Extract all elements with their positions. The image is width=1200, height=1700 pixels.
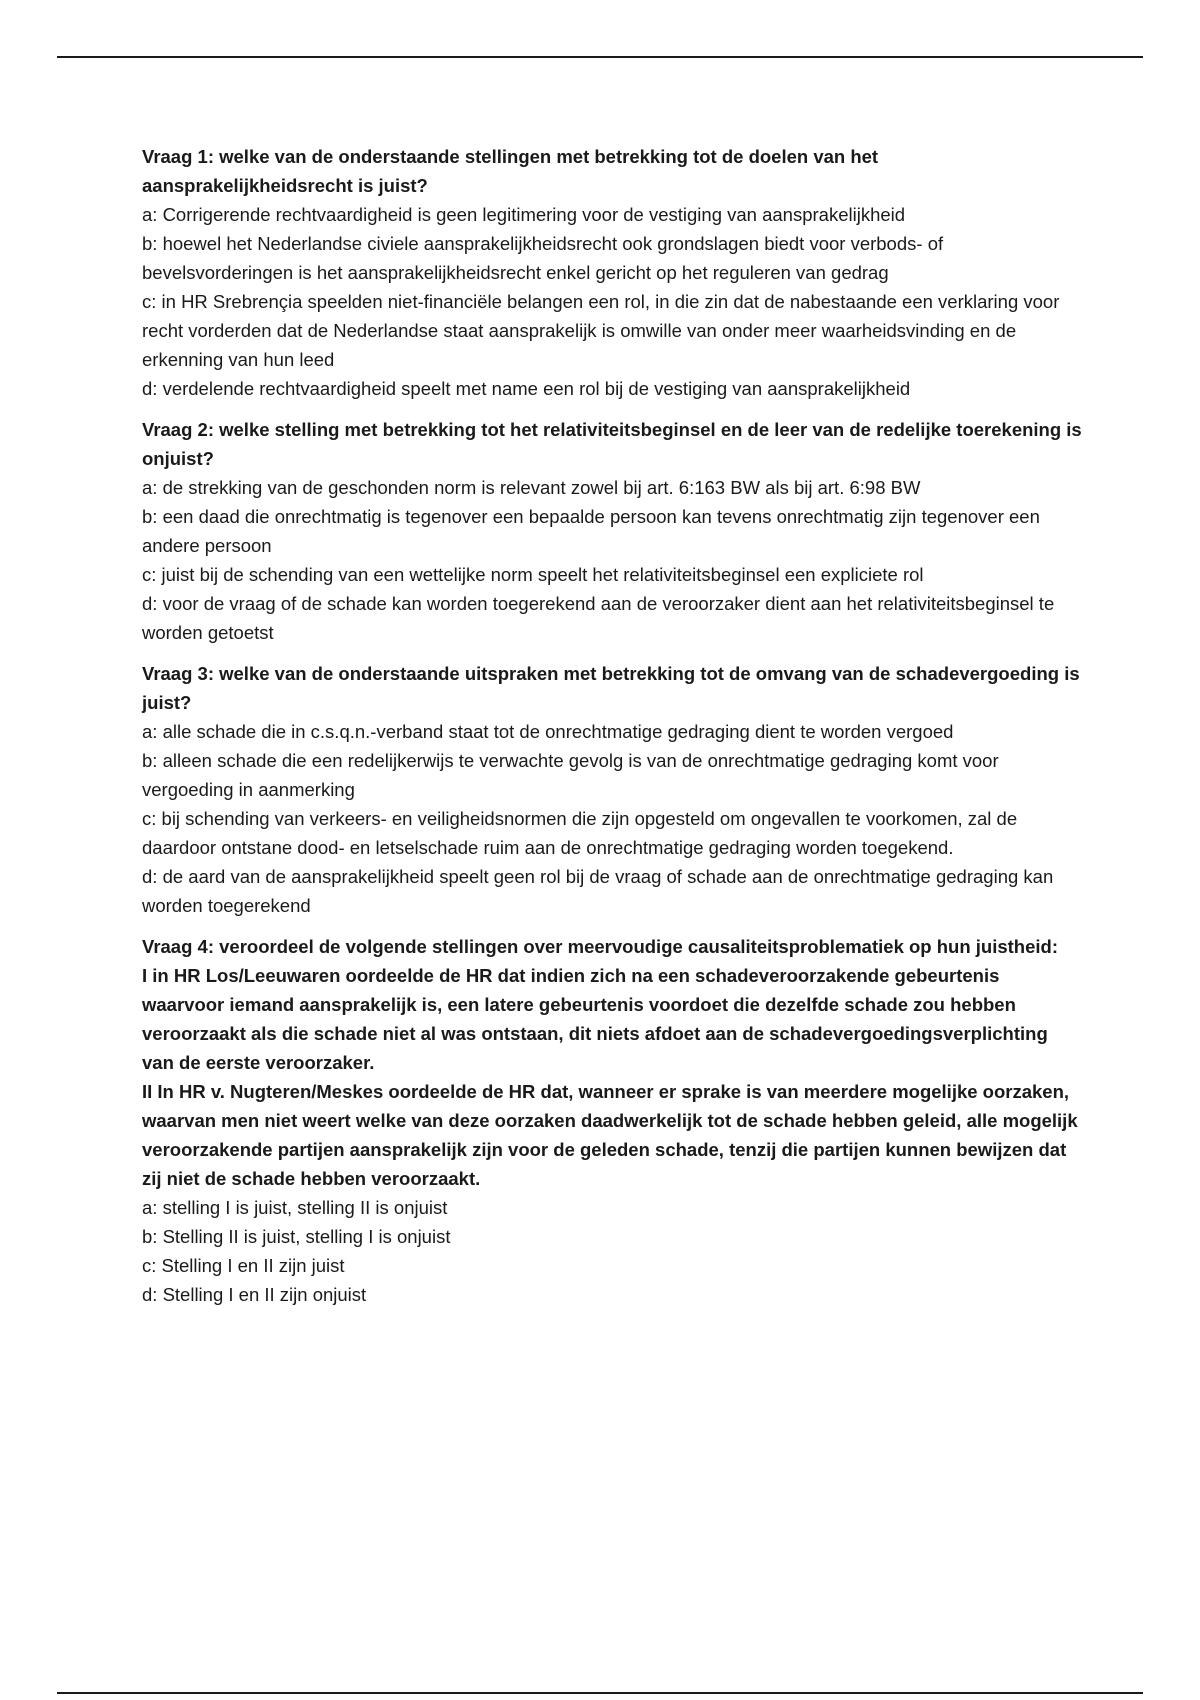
answer-option-c: c: bij schending van verkeers- en veiligheidsnormen die zijn opgesteld om ongevallen te voorkomen, zal de daardoor ontstane dood- en letselschade ruim aan de onrechtmatige gedraging worden toegekend. (142, 808, 1018, 858)
footer-rule (57, 1692, 1143, 1694)
answer-option-c: c: Stelling I en II zijn juist (142, 1255, 345, 1276)
answer-option-a: a: de strekking van de geschonden norm is relevant zowel bij art. 6:163 BW als bij art. 6:98 BW (142, 477, 921, 498)
question-title: Vraag 3: welke van de onderstaande uitspraken met betrekking tot de omvang van de schadevergoeding is juist? (142, 663, 1080, 713)
exam-content (142, 142, 1082, 1321)
answer-option-a: a: alle schade die in c.s.q.n.-verband staat tot de onrechtmatige gedraging dient te worden vergoed (142, 721, 954, 742)
answer-option-b: b: een daad die onrechtmatig is tegenover een bepaalde persoon kan tevens onrechtmatig zijn tegenover een andere persoon (142, 506, 1040, 556)
answer-option-d: d: de aard van de aansprakelijkheid speelt geen rol bij de vraag of schade aan de onrechtmatige gedraging kan worden toegerekend (142, 866, 1054, 916)
question-title: Vraag 1: welke van de onderstaande stellingen met betrekking tot de doelen van het aansprakelijkheidsrecht is juist? (142, 146, 879, 196)
question-1 (142, 142, 1082, 403)
answer-option-d: d: Stelling I en II zijn onjuist (142, 1284, 367, 1305)
statement-i: I in HR Los/Leeuwaren oordeelde de HR dat indien zich na een schadeveroorzakende gebeurtenis waarvoor iemand aansprakelijk is, een latere gebeurtenis voordoet die dezelfde schade zou hebben veroorzaakt als die schade niet al was ontstaan, dit niets afdoet aan de schadevergoedingsverplichting van de eerste veroorzaker. (142, 965, 1048, 1073)
question-4 (142, 932, 1082, 1309)
question-2 (142, 415, 1082, 647)
answer-option-b: b: hoewel het Nederlandse civiele aansprakelijkheidsrecht ook grondslagen biedt voor verbods- of bevelsvorderingen is het aansprakelijkheidsrecht enkel gericht op het reguleren van gedrag (142, 233, 944, 283)
answer-option-b: b: alleen schade die een redelijkerwijs te verwachte gevolg is van de onrechtmatige gedraging komt voor vergoeding in aanmerking (142, 750, 999, 800)
statement-ii: II In HR v. Nugteren/Meskes oordeelde de HR dat, wanneer er sprake is van meerdere mogelijke oorzaken, waarvan men niet weert welke van deze oorzaken daadwerkelijk tot de schade hebben geleid, alle mogelijk veroorzakende partijen aansprakelijk zijn voor de geleden schade, tenzij die partijen kunnen bewijzen dat zij niet de schade hebben veroorzaakt. (142, 1081, 1078, 1189)
question-title: Vraag 4: veroordeel de volgende stellingen over meervoudige causaliteitsproblematiek op hun juistheid: (142, 936, 1058, 957)
question-3 (142, 659, 1082, 920)
answer-option-d: d: verdelende rechtvaardigheid speelt met name een rol bij de vestiging van aansprakelijkheid (142, 378, 911, 399)
answer-option-a: a: stelling I is juist, stelling II is onjuist (142, 1197, 448, 1218)
answer-option-d: d: voor de vraag of de schade kan worden toegerekend aan de veroorzaker dient aan het relativiteitsbeginsel te worden getoetst (142, 593, 1055, 643)
answer-option-c: c: in HR Srebrençia speelden niet-financiële belangen een rol, in die zin dat de nabestaande een verklaring voor recht vorderden dat de Nederlandse staat aansprakelijk is omwille van onder meer waarheidsvinding en de erkenning van hun leed (142, 291, 1060, 370)
question-title: Vraag 2: welke stelling met betrekking tot het relativiteitsbeginsel en de leer van de redelijke toerekening is onjuist? (142, 419, 1082, 469)
answer-option-a: a: Corrigerende rechtvaardigheid is geen legitimering voor de vestiging van aansprakelijkheid (142, 204, 906, 225)
answer-option-b: b: Stelling II is juist, stelling I is onjuist (142, 1226, 451, 1247)
answer-option-c: c: juist bij de schending van een wettelijke norm speelt het relativiteitsbeginsel een expliciete rol (142, 564, 924, 585)
header-rule (57, 56, 1143, 58)
